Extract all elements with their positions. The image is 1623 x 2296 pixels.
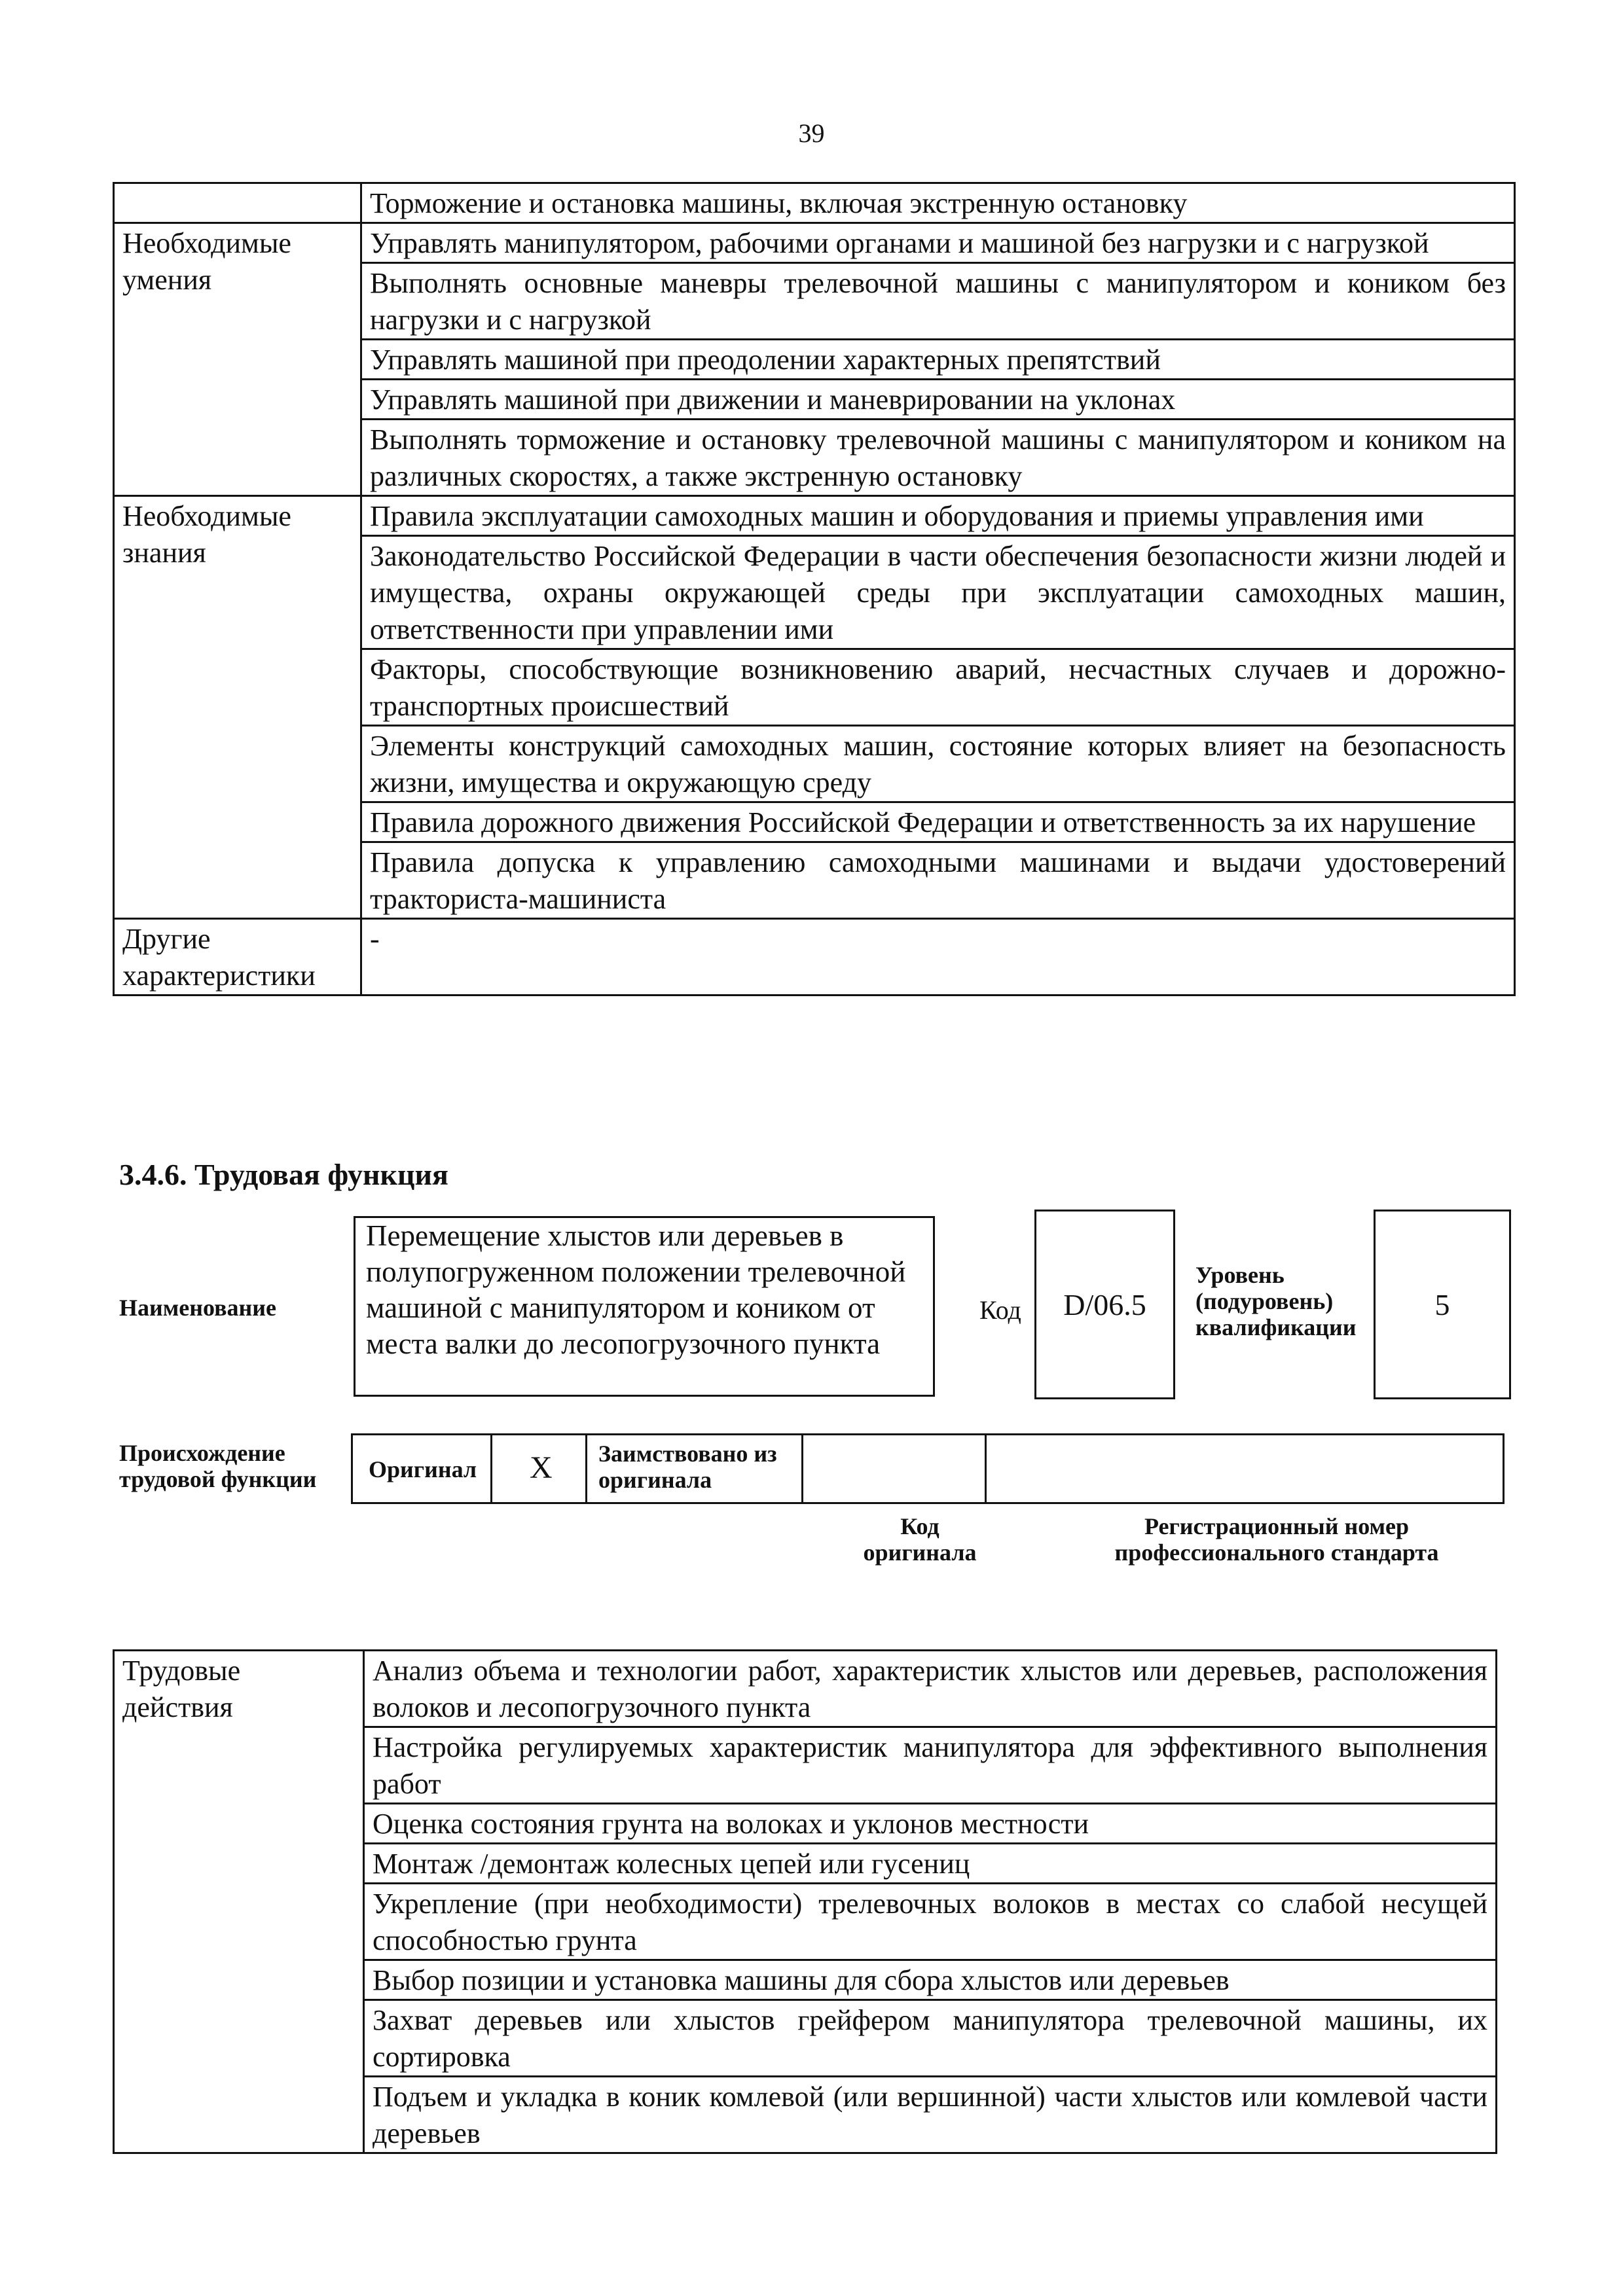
table-cell: Укрепление (при необходимости) трелевочных волоков в местах со слабой несущей способностью грунта xyxy=(364,1884,1497,1960)
reg-caption: Регистрационный номер профессионального стандарта xyxy=(1114,1513,1439,1566)
table-cell: Правила эксплуатации самоходных машин и оборудования и приемы управления ими xyxy=(361,496,1515,536)
table-cell: Законодательство Российской Федерации в части обеспечения безопасности жизни людей и имущества, охраны окружающей среды при эксплуатации самоходных машин, ответственности при управлении ими xyxy=(361,536,1515,649)
table-cell: Выполнять основные маневры трелевочной машины с манипулятором и коником без нагрузки и с нагрузкой xyxy=(361,263,1515,340)
table-cell: Торможение и остановка машины, включая экстренную остановку xyxy=(361,183,1515,223)
origin-label: Происхождение трудовой функции xyxy=(119,1440,317,1492)
reg-number-cell xyxy=(985,1435,1503,1502)
code-value-box xyxy=(1034,1210,1175,1399)
table-cell: Элементы конструкций самоходных машин, состояние которых влияет на безопасность жизни, имущества и окружающую среду xyxy=(361,726,1515,802)
function-name-box: Перемещение хлыстов или деревьев в полупогруженном положении трелевочной машиной с манипулятором и коником от места валки до лесопогрузочного пункта xyxy=(354,1216,935,1397)
table-row xyxy=(114,496,1515,536)
table-cell: Анализ объема и технологии работ, характеристик хлыстов или деревьев, расположения волоков и лесопогрузочного пункта xyxy=(364,1651,1497,1727)
table-cell: Правила дорожного движения Российской Федерации и ответственность за их нарушение xyxy=(361,802,1515,842)
row-label-other: Другие характеристики xyxy=(114,919,361,996)
table-cell: - xyxy=(361,919,1515,996)
code-caption: Код оригинала xyxy=(863,1513,977,1566)
table-cell: Монтаж /демонтаж колесных цепей или гусениц xyxy=(364,1844,1497,1884)
table-cell: Подъем и укладка в коник комлевой (или вершинной) части хлыстов или комлевой части деревьев xyxy=(364,2077,1497,2153)
level-label: Уровень (подуровень) квалификации xyxy=(1195,1262,1357,1340)
code-label: Код xyxy=(979,1295,1021,1325)
table-cell: Факторы, способствующие возникновению аварий, несчастных случаев и дорожно-транспортных происшествий xyxy=(361,649,1515,726)
section-title: 3.4.6. Трудовая функция xyxy=(119,1158,448,1191)
row-label-skills: Необходимые умения xyxy=(114,223,361,496)
name-label: Наименование xyxy=(119,1295,276,1321)
original-cell xyxy=(353,1435,492,1502)
origin-row xyxy=(351,1433,1504,1504)
table-cell: Управлять машиной при движении и маневрировании на уклонах xyxy=(361,380,1515,420)
row-label-knowledge: Необходимые знания xyxy=(114,496,361,919)
table-row xyxy=(114,919,1515,996)
table-row xyxy=(114,1651,1497,1727)
table-cell: Выполнять торможение и остановку трелевочной машины с манипулятором и коником на различных скоростях, а также экстренную остановку xyxy=(361,420,1515,496)
row-label-empty xyxy=(114,183,361,223)
skills-knowledge-table xyxy=(113,182,1516,996)
original-code-cell xyxy=(801,1435,987,1502)
table-cell: Оценка состояния грунта на волоках и уклонов местности xyxy=(364,1804,1497,1844)
original-label: Оригинал xyxy=(369,1456,477,1482)
original-mark-cell xyxy=(490,1435,587,1502)
page-number: 39 xyxy=(798,118,825,148)
table-cell: Управлять манипулятором, рабочими органами и машиной без нагрузки и с нагрузкой xyxy=(361,223,1515,263)
row-label-actions: Трудовые действия xyxy=(114,1651,364,2153)
borrowed-cell xyxy=(585,1435,803,1502)
level-value: 5 xyxy=(1434,1287,1450,1321)
table-cell: Управлять машиной при преодолении характерных препятствий xyxy=(361,340,1515,380)
level-value-box xyxy=(1374,1210,1511,1399)
table-row xyxy=(114,223,1515,263)
table-cell: Правила допуска к управлению самоходными машинами и выдачи удостоверений тракториста-машиниста xyxy=(361,842,1515,919)
table-cell: Захват деревьев или хлыстов грейфером манипулятора трелевочной машины, их сортировка xyxy=(364,2000,1497,2077)
original-mark: X xyxy=(530,1450,553,1485)
table-cell: Настройка регулируемых характеристик манипулятора для эффективного выполнения работ xyxy=(364,1727,1497,1804)
table-cell: Выбор позиции и установка машины для сбора хлыстов или деревьев xyxy=(364,1960,1497,2000)
code-value: D/06.5 xyxy=(1063,1287,1146,1321)
table-row xyxy=(114,183,1515,223)
borrowed-label: Заимствовано из оригинала xyxy=(598,1441,777,1493)
work-actions-table xyxy=(113,1649,1497,2154)
